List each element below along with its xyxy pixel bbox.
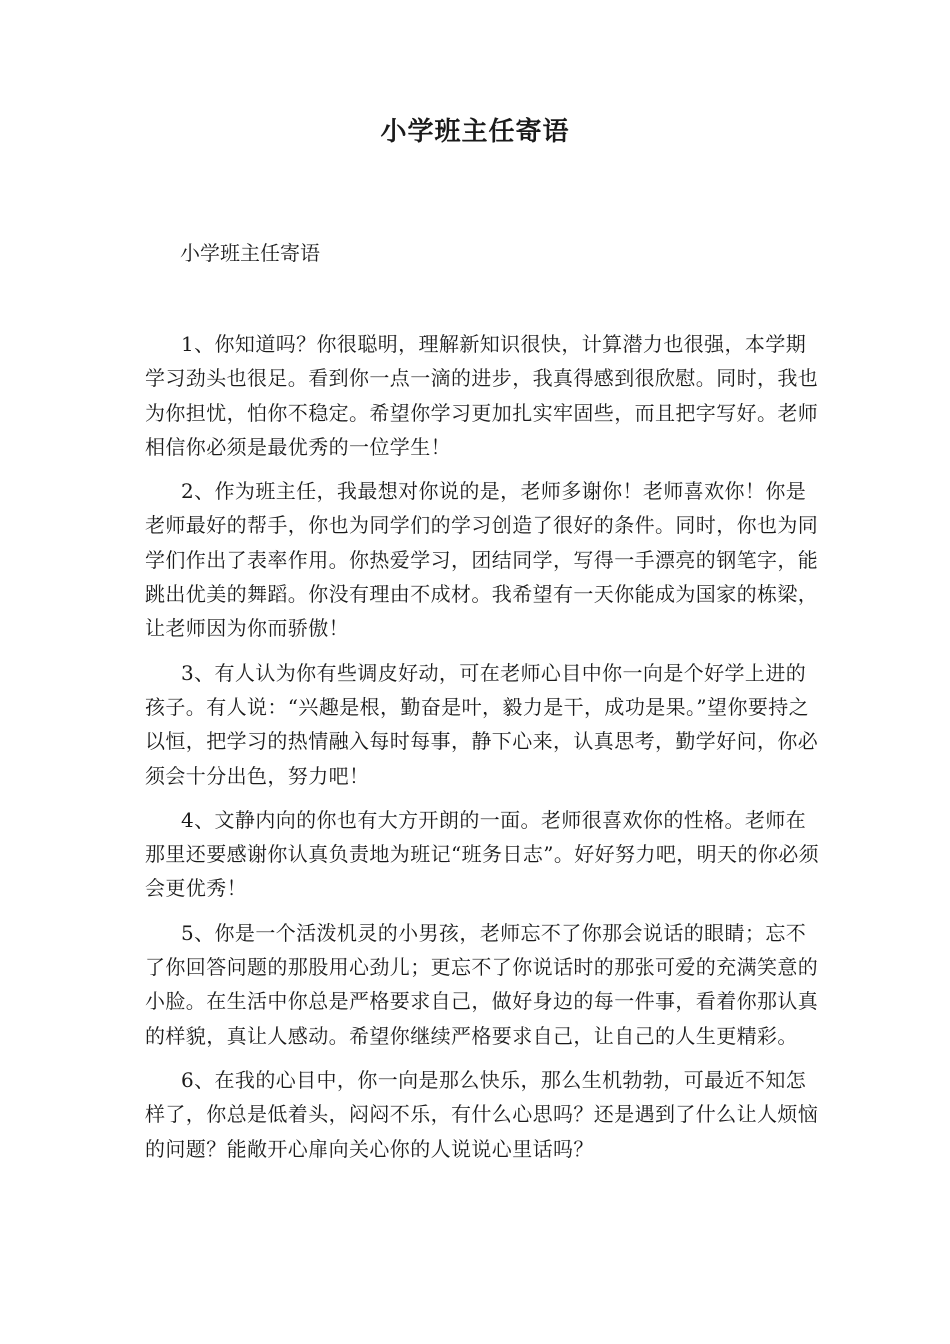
paragraph-3: 3、有人认为你有些调皮好动，可在老师心目中你一向是个好学上进的孩子。有人说：“兴趣是根，勤奋是叶，毅力是干，成功是果。”望你要持之以恒，把学习的热情融入每时每事，静下心来，认真思考，勤学好问，你必须会十分出色，努力吧！ [145,660,819,788]
document-body [145,327,825,1176]
paragraph-5: 5、你是一个活泼机灵的小男孩，老师忘不了你那会说话的眼睛；忘不了你回答问题的那股用心劲儿；更忘不了你说话时的那张可爱的充满笑意的小脸。在生活中你总是严格要求自己，做好身边的每一件事，看着你那认真的样貌，真让人感动。希望你继续严格要求自己，让自己的人生更精彩。 [145,920,819,1048]
paragraph-1: 1、你知道吗？你很聪明，理解新知识很快，计算潜力也很强，本学期学习劲头也很足。看到你一点一滴的进步，我真得感到很欣慰。同时，我也为你担忧，怕你不稳定。希望你学习更加扎实牢固些，而且把字写好。老师相信你必须是最优秀的一位学生！ [145,332,819,459]
paragraph-4: 4、文静内向的你也有大方开朗的一面。老师很喜欢你的性格。老师在那里还要感谢你认真负责地为班记“班务日志”。好好努力吧，明天的你必须会更优秀！ [145,807,820,901]
paragraph-6: 6、在我的心目中，你一向是那么快乐，那么生机勃勃，可最近不知怎样了，你总是低着头，闷闷不乐，有什么心思吗？还是遇到了什么让人烦恼的问题？能敞开心扉向关心你的人说说心里话吗？ [145,1067,819,1161]
document-title: 小学班主任寄语 [380,117,570,147]
paragraph-2: 2、作为班主任，我最想对你说的是，老师多谢你！老师喜欢你！你是老师最好的帮手，你也为同学们的学习创造了很好的条件。同时，你也为同学们作出了表率作用。你热爱学习，团结同学，写得一手漂亮的钢笔字，能跳出优美的舞蹈。你没有理由不成材。我希望有一天你能成为国家的栋梁，让老师因为你而骄傲！ [145,479,819,641]
document-subtitle: 小学班主任寄语 [180,241,320,265]
